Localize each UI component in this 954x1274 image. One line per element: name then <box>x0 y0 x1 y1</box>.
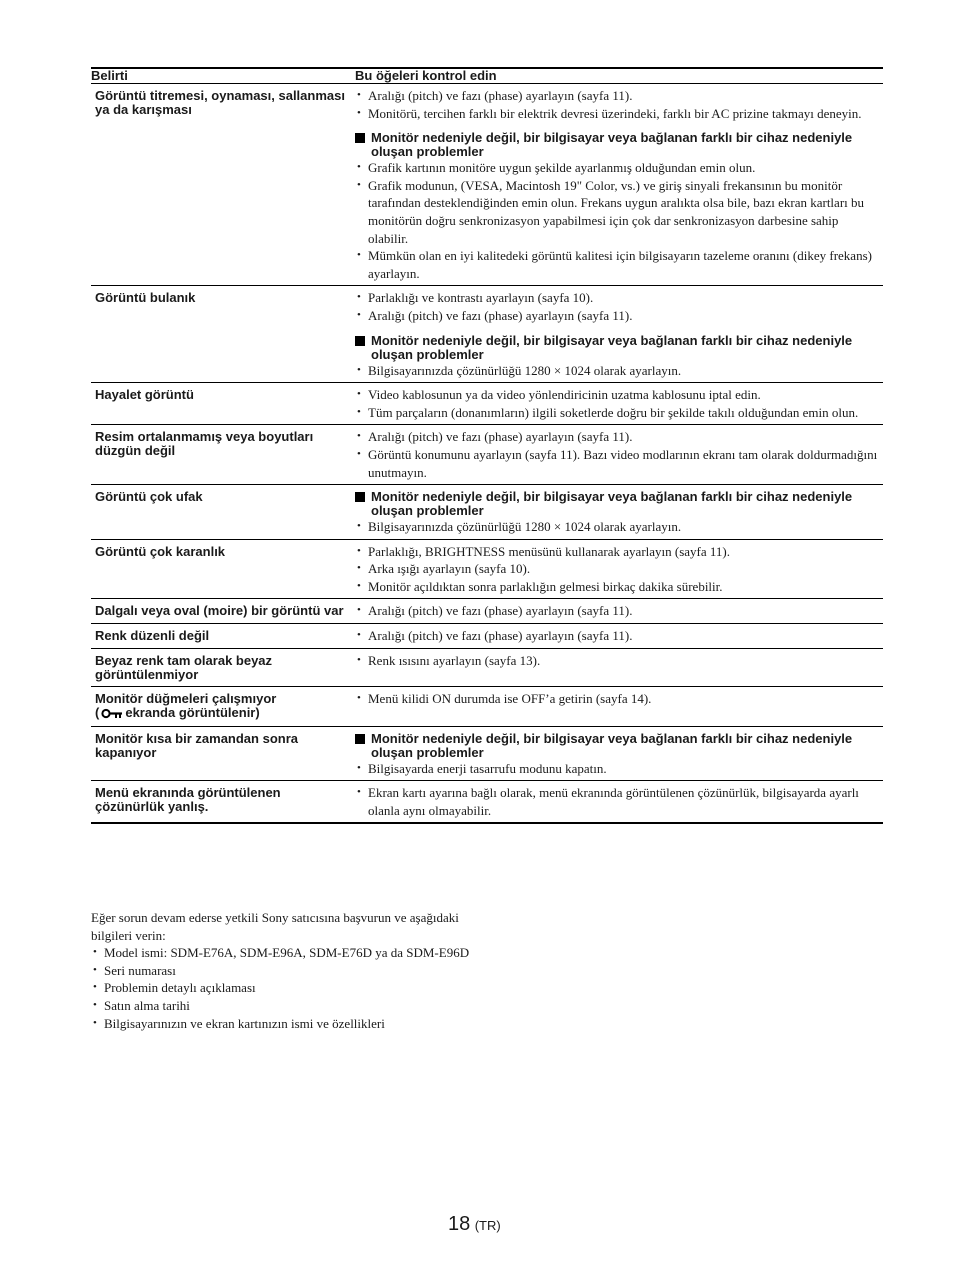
symptom-cell <box>91 599 355 624</box>
check-list <box>355 428 879 481</box>
troubleshooting-table <box>91 67 883 824</box>
check-item: • Monitörü, tercihen farklı bir elektrik devresi üzerindeki, farklı bir AC prizine takmayı deneyin. <box>355 105 879 123</box>
notes-item: • Problemin detaylı açıklaması <box>91 979 471 997</box>
symptom-cell <box>91 726 355 781</box>
symptom-text: Görüntü bulanık <box>95 290 196 306</box>
symptom-text: Hayalet görüntü <box>95 387 194 403</box>
check-cell <box>355 425 883 485</box>
notes-item: • Bilgisayarınızın ve ekran kartınızın ismi ve özellikleri <box>91 1015 471 1033</box>
sub-heading <box>355 131 879 159</box>
table-row <box>91 624 883 649</box>
page-number-value: 18 <box>448 1213 471 1235</box>
symptom-cell <box>91 624 355 649</box>
symptom-cell <box>91 286 355 383</box>
symptom-text: Renk düzenli değil <box>95 628 210 644</box>
check-item: • Renk ısısını ayarlayın (sayfa 13). <box>355 652 879 670</box>
check-item: • Parlaklığı, BRIGHTNESS menüsünü kullanarak ayarlayın (sayfa 11). <box>355 543 879 561</box>
check-item: • Tüm parçaların (donanımların) ilgili soketlerde doğru bir şekilde takılı olduğundan emin olun. <box>355 404 879 422</box>
symptom-cell <box>91 485 355 540</box>
check-item: • Parlaklığı ve kontrastı ayarlayın (sayfa 10). <box>355 289 879 307</box>
symptom-paren: ( <box>95 704 100 720</box>
square-bullet-icon <box>355 734 365 744</box>
symptom-cell <box>91 648 355 686</box>
check-list <box>355 652 879 670</box>
symptom-text: Menü ekranında görüntülenen çözünürlük yanlış. <box>95 785 281 815</box>
check-item: • Bilgisayarda enerji tasarrufu modunu kapatın. <box>355 760 879 778</box>
table-row <box>91 781 883 824</box>
check-item: • Monitör açıldıktan sonra parlaklığın gelmesi birkaç dakika sürebilir. <box>355 578 879 596</box>
check-cell <box>355 726 883 781</box>
symptom-text: Görüntü çok ufak <box>95 489 203 505</box>
key-icon <box>101 708 123 722</box>
check-list <box>355 627 879 645</box>
check-list <box>355 760 879 778</box>
check-item: • Arka ışığı ayarlayın (sayfa 10). <box>355 560 879 578</box>
check-list <box>355 362 879 380</box>
table-row <box>91 539 883 599</box>
table-row <box>91 383 883 425</box>
notes-item: • Satın alma tarihi <box>91 997 471 1015</box>
symptom-cell <box>91 84 355 286</box>
table-row <box>91 648 883 686</box>
table-header-row <box>91 68 883 84</box>
support-notes <box>91 909 471 1032</box>
symptom-text: Beyaz renk tam olarak beyaz görüntülenmiyor <box>95 652 273 682</box>
check-item: • Aralığı (pitch) ve fazı (phase) ayarlayın (sayfa 11). <box>355 428 879 446</box>
symptom-cell <box>91 686 355 726</box>
check-item: • Görüntü konumunu ayarlayın (sayfa 11). Bazı video modlarının ekranı tam olarak doldurmadığını unutmayın. <box>355 446 879 481</box>
sub-heading-text: Monitör nedeniyle değil, bir bilgisayar veya bağlanan farklı bir cihaz nedeniyle oluşan problemler <box>371 730 853 760</box>
check-cell <box>355 624 883 649</box>
table-row <box>91 84 883 286</box>
table-row <box>91 425 883 485</box>
symptom-text: Resim ortalanmamış veya boyutları düzgün değil <box>95 429 314 459</box>
symptom-text: Monitör düğmeleri çalışmıyor <box>95 690 277 706</box>
table-row <box>91 286 883 383</box>
check-list <box>355 159 879 282</box>
check-list <box>355 289 879 324</box>
check-cell <box>355 286 883 383</box>
notes-item: • Model ismi: SDM-E76A, SDM-E96A, SDM-E76D ya da SDM-E96D <box>91 944 471 962</box>
check-item: • Grafik modunun, (VESA, Macintosh 19" Color, vs.) ve giriş sinyali frekansının bu monitör tarafından desteklendiğinden emin olun. Frekans uygun aralıkta olsa bile, bazı ekran kartları bu monitörün doğru senkronizasyon yapabilmesi için çok dar senkronizasyon darbesine sahip olabilir. <box>355 177 879 247</box>
check-cell <box>355 648 883 686</box>
table-row <box>91 485 883 540</box>
check-item: • Grafik kartının monitöre uygun şekilde ayarlanmış olduğundan emin olun. <box>355 159 879 177</box>
check-list <box>355 602 879 620</box>
check-item: • Bilgisayarınızda çözünürlüğü 1280 × 1024 olarak ayarlayın. <box>355 362 879 380</box>
sub-heading <box>355 490 879 518</box>
symptom-suffix: ekranda görüntülenir) <box>125 704 260 720</box>
check-item: • Bilgisayarınızda çözünürlüğü 1280 × 1024 olarak ayarlayın. <box>355 518 879 536</box>
sub-heading <box>355 334 879 362</box>
check-cell <box>355 539 883 599</box>
table-row <box>91 726 883 781</box>
symptom-cell <box>91 781 355 824</box>
square-bullet-icon <box>355 133 365 143</box>
check-item: • Ekran kartı ayarına bağlı olarak, menü ekranında görüntülenen çözünürlük, bilgisayarda ayarlı olanla aynı olmayabilir. <box>355 784 879 819</box>
check-item: • Aralığı (pitch) ve fazı (phase) ayarlayın (sayfa 11). <box>355 602 879 620</box>
table-row <box>91 686 883 726</box>
check-cell <box>355 686 883 726</box>
square-bullet-icon <box>355 336 365 346</box>
notes-intro: Eğer sorun devam ederse yetkili Sony satıcısına başvurun ve aşağıdaki bilgileri verin: <box>91 910 459 943</box>
header-check: Bu öğeleri kontrol edin <box>355 68 883 84</box>
symptom-text: Görüntü çok karanlık <box>95 543 226 559</box>
check-item: • Mümkün olan en iyi kalitedeki görüntü kalitesi için bilgisayarın tazeleme oranını (dikey frekans) ayarlayın. <box>355 247 879 282</box>
check-cell <box>355 383 883 425</box>
page-language: (TR) <box>474 1218 501 1233</box>
check-list <box>355 87 879 122</box>
sub-heading-text: Monitör nedeniyle değil, bir bilgisayar veya bağlanan farklı bir cihaz nedeniyle oluşan problemler <box>371 489 853 519</box>
sub-heading-text: Monitör nedeniyle değil, bir bilgisayar veya bağlanan farklı bir cihaz nedeniyle oluşan problemler <box>371 130 853 160</box>
check-item: • Video kablosunun ya da video yönlendiricinin uzatma kablosunu iptal edin. <box>355 386 879 404</box>
check-cell <box>355 485 883 540</box>
check-list <box>355 518 879 536</box>
check-list <box>355 386 879 421</box>
check-cell <box>355 781 883 824</box>
table-row <box>91 599 883 624</box>
check-list <box>355 690 879 708</box>
sub-heading <box>355 732 879 760</box>
sub-heading-text: Monitör nedeniyle değil, bir bilgisayar veya bağlanan farklı bir cihaz nedeniyle oluşan problemler <box>371 332 853 362</box>
notes-list <box>91 944 471 1032</box>
check-item: • Aralığı (pitch) ve fazı (phase) ayarlayın (sayfa 11). <box>355 627 879 645</box>
symptom-cell <box>91 383 355 425</box>
page-number <box>448 1213 501 1236</box>
check-item: • Menü kilidi ON durumda ise OFF’a getirin (sayfa 14). <box>355 690 879 708</box>
notes-item: • Seri numarası <box>91 962 471 980</box>
header-symptom: Belirti <box>91 68 355 84</box>
symptom-text: Görüntü titremesi, oynaması, sallanması ya da karışması <box>95 88 345 117</box>
square-bullet-icon <box>355 492 365 502</box>
check-list <box>355 784 879 819</box>
symptom-text: Dalgalı veya oval (moire) bir görüntü var <box>95 603 344 619</box>
symptom-text: Monitör kısa bir zamandan sonra kapanıyor <box>95 730 298 760</box>
check-cell <box>355 599 883 624</box>
symptom-cell <box>91 425 355 485</box>
check-list <box>355 543 879 596</box>
check-item: • Aralığı (pitch) ve fazı (phase) ayarlayın (sayfa 11). <box>355 307 879 325</box>
check-item: • Aralığı (pitch) ve fazı (phase) ayarlayın (sayfa 11). <box>355 87 879 105</box>
symptom-cell <box>91 539 355 599</box>
check-cell <box>355 84 883 286</box>
